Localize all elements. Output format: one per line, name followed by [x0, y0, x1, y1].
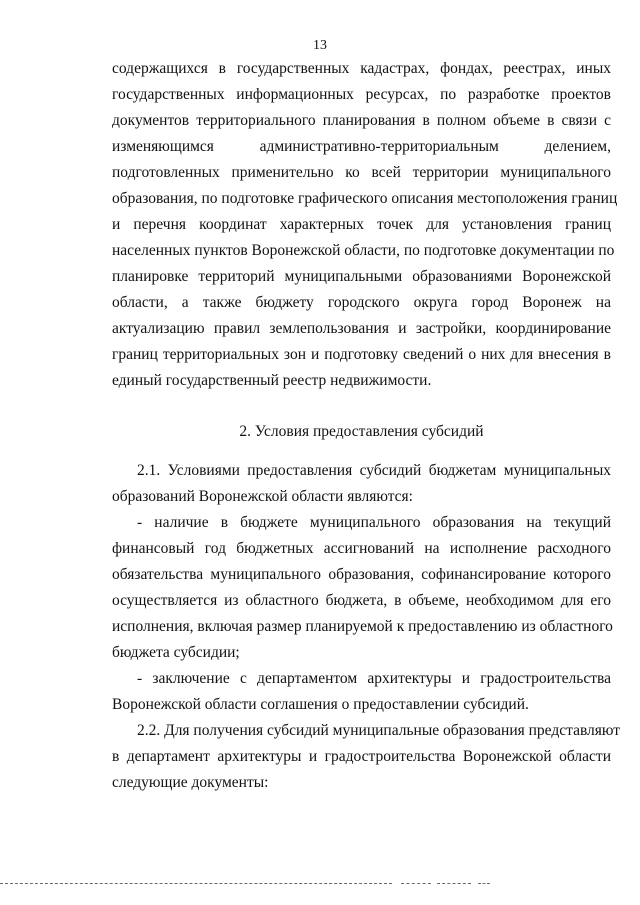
scan-edge-line — [401, 883, 431, 884]
scan-edge-line — [0, 883, 392, 884]
list-item-line: - наличие в бюджете муниципального образования на текущий — [137, 514, 611, 531]
list-item-line: - заключение с департаментом архитектуры и градостроительства — [137, 670, 611, 687]
text-line: финансовый год бюджетных ассигнований на исполнение расходного — [112, 540, 611, 557]
text-line: образований Воронежской области являются: — [112, 488, 413, 505]
text-line: образования, по подготовке графического описания местоположения границ — [112, 190, 618, 207]
section-2-body — [112, 458, 621, 796]
text-line: Воронежской области соглашения о предоставлении субсидий. — [112, 696, 529, 713]
text-line: документов территориального планирования в полном объеме в связи с — [112, 112, 611, 129]
text-line: содержащихся в государственных кадастрах, фондах, реестрах, иных — [112, 60, 611, 77]
text-line: подготовленных применительно ко всей территории муниципального — [112, 164, 611, 181]
text-line: следующие документы: — [112, 774, 269, 791]
text-line: изменяющимся административно-территориальным делением, — [112, 138, 611, 155]
text-line: актуализацию правил землепользования и застройки, координирование — [112, 320, 611, 337]
text-line: населенных пунктов Воронежской области, по подготовке документации по — [112, 242, 615, 259]
text-line: в департамент архитектуры и градостроительства Воронежской области — [112, 748, 611, 765]
text-line: осуществляется из областного бюджета, в объеме, необходимом для его — [112, 592, 611, 609]
scan-edge-line — [478, 883, 490, 884]
section-heading: 2. Условия предоставления субсидий — [239, 423, 484, 440]
text-line: государственных информационных ресурсах, по разработке проектов — [112, 86, 611, 103]
scan-edge-line — [437, 883, 471, 884]
clause-2-1-line: 2.1. Условиями предоставления субсидий бюджетам муниципальных — [137, 462, 611, 479]
text-line: исполнения, включая размер планируемой к предоставлению из областного — [112, 618, 613, 635]
paragraph-subsidy-purposes — [112, 56, 618, 394]
text-line: границ территориальных зон и подготовку сведений о них для внесения в — [112, 346, 611, 363]
text-line: единый государственный реестр недвижимости. — [112, 372, 432, 389]
text-line: планировке территорий муниципальными образованиями Воронежской — [112, 268, 611, 285]
text-line: области, а также бюджету городского округа город Воронеж на — [112, 294, 611, 311]
text-line: и перечня координат характерных точек для установления границ — [112, 216, 611, 233]
text-line: обязательства муниципального образования, софинансирование которого — [112, 566, 611, 583]
page-number: 13 — [313, 38, 327, 53]
clause-2-2-line: 2.2. Для получения субсидий муниципальные образования представляют — [137, 722, 621, 739]
text-line: бюджета субсидии; — [112, 644, 240, 661]
